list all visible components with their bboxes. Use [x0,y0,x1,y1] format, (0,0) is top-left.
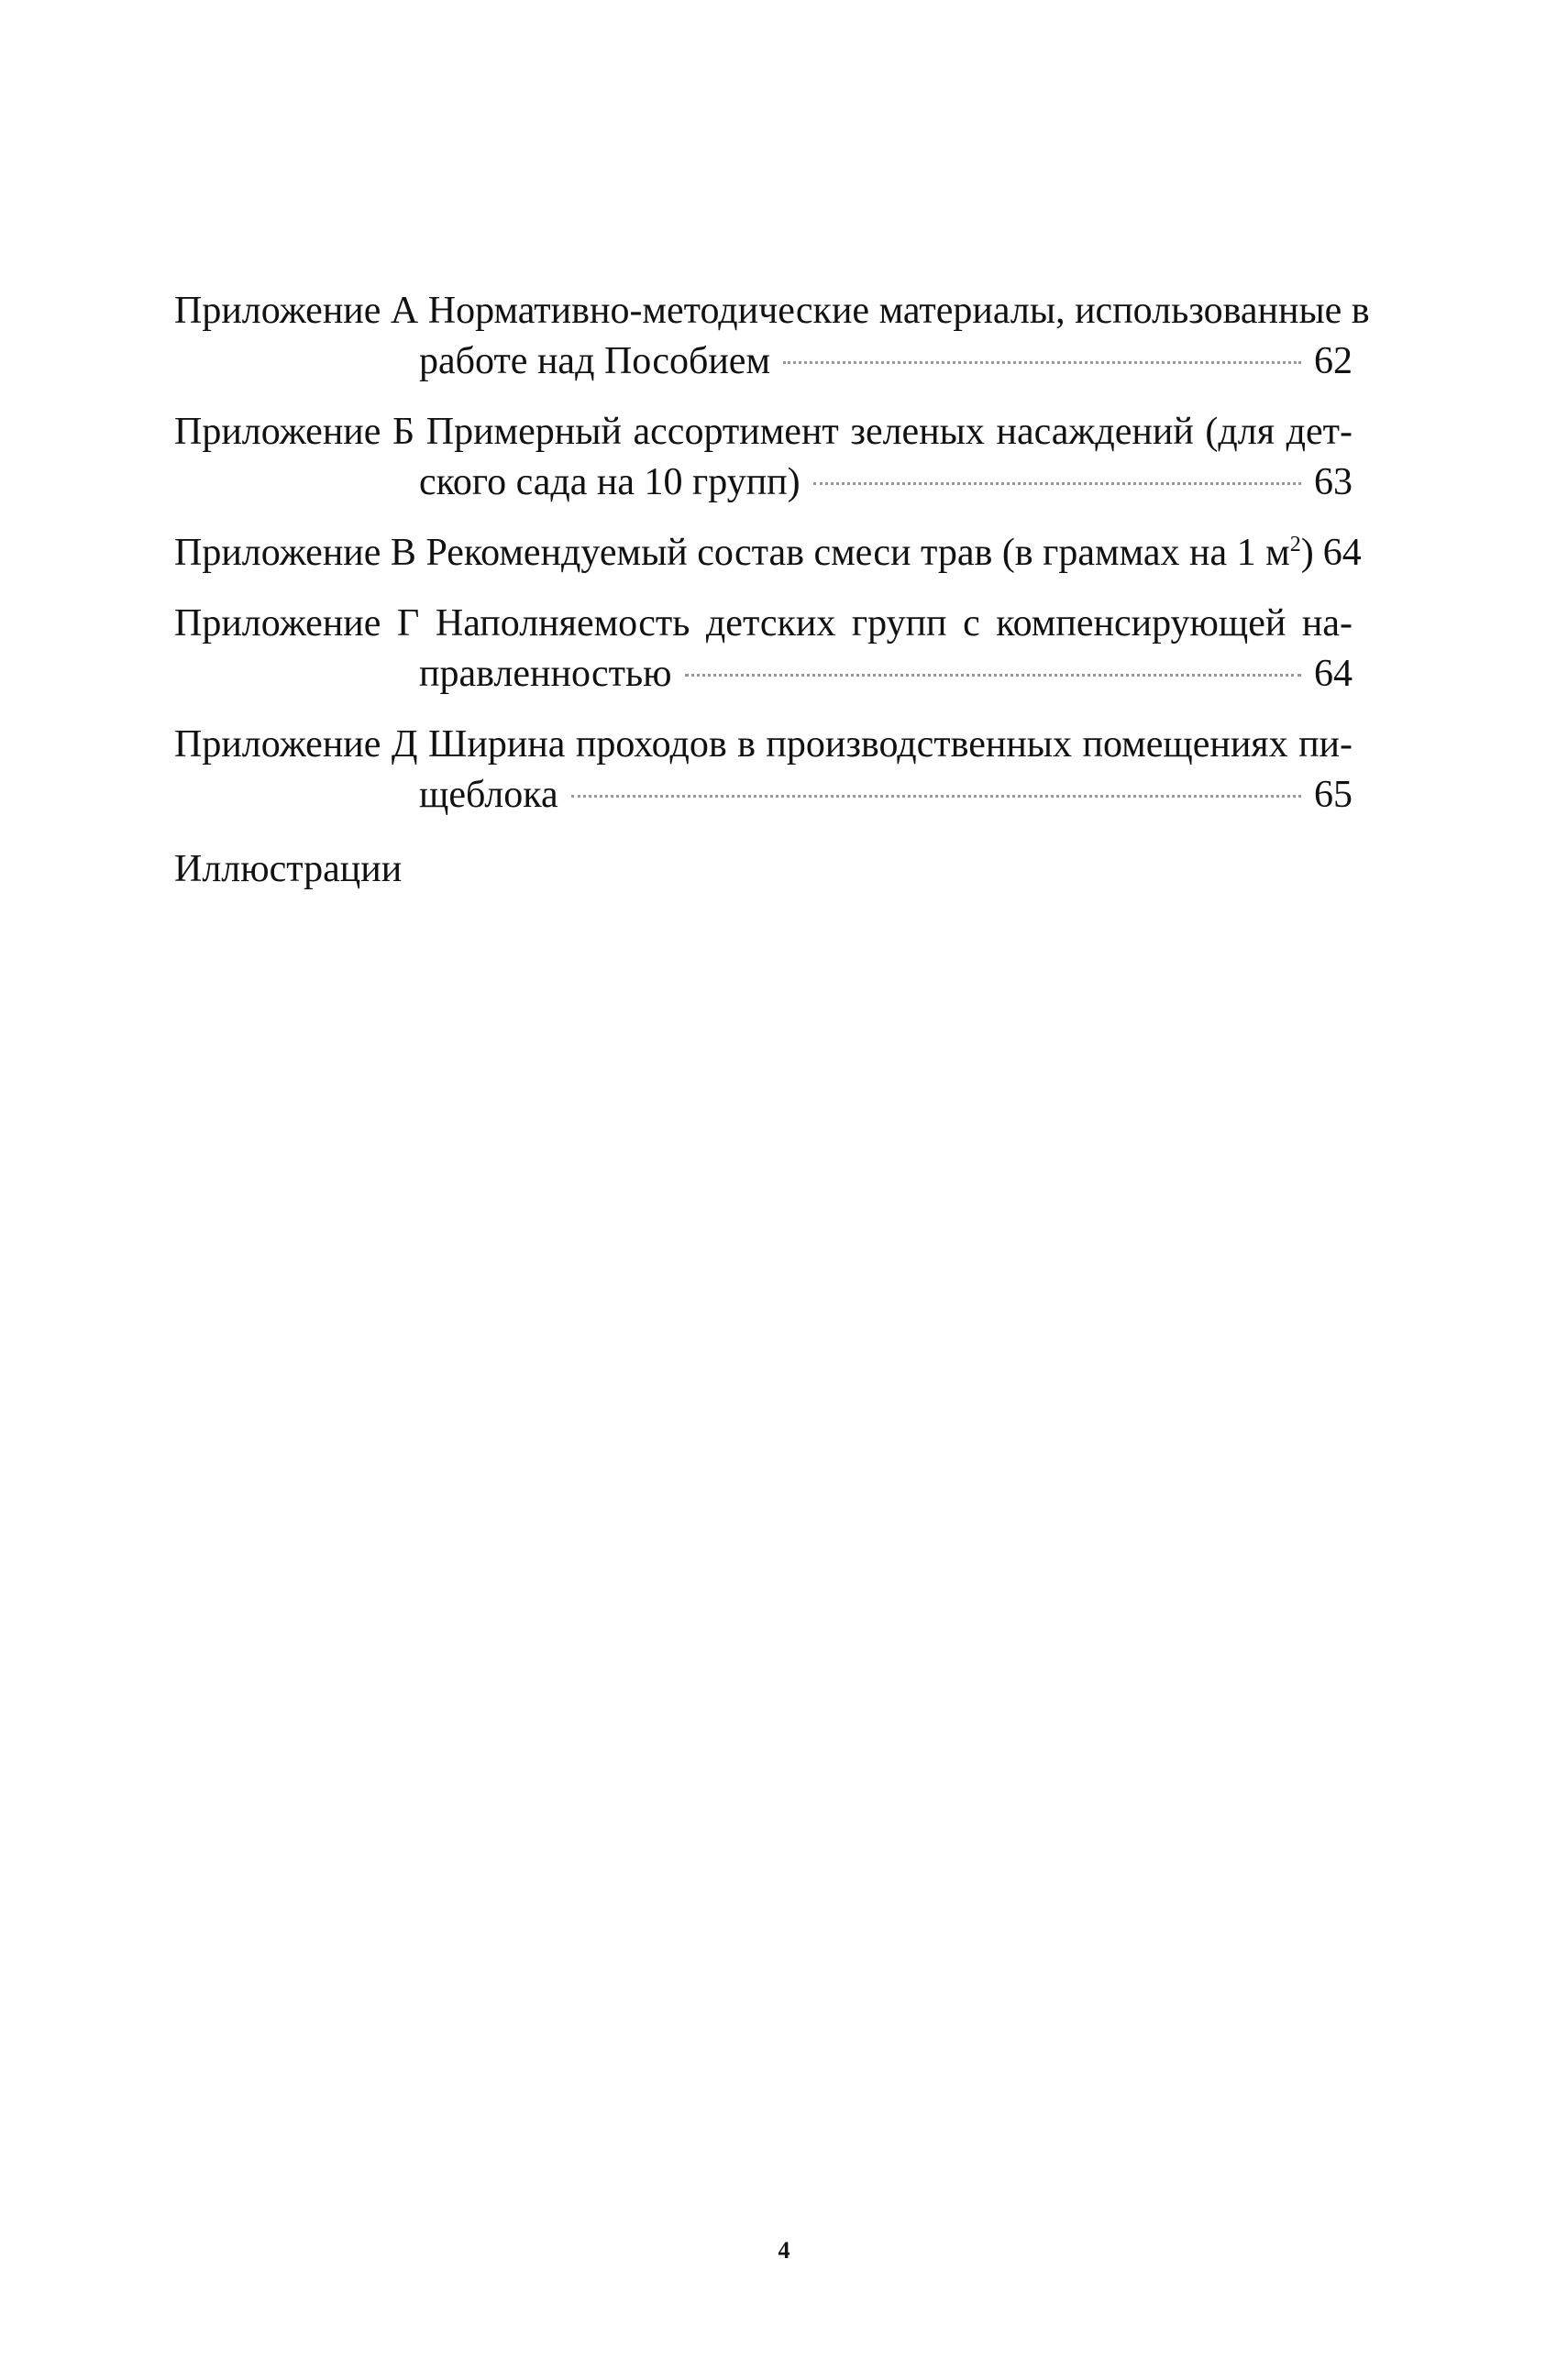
superscript-exponent: 2 [1289,533,1301,556]
toc-entry-label: Приложение Г [174,602,420,645]
toc-entry-page-number: 64 [1322,532,1362,574]
toc-entry-first-line [174,528,1362,578]
toc-entry-title-continuation: работе над Пособием [419,340,771,382]
toc-entry-page-number: 65 [1314,774,1353,816]
toc-entry-first-line [174,599,1353,649]
toc-entry-page-number: 63 [1314,461,1353,503]
dot-leader [685,674,1301,677]
toc-entry-second-line [174,457,1353,508]
table-of-contents [174,286,1370,895]
toc-entry-page-number: 62 [1314,340,1353,382]
dot-leader [571,795,1301,798]
toc-entry-first-line [174,286,1370,336]
toc-entry-first-line [174,407,1353,457]
page-number: 4 [778,2237,790,2264]
toc-entry-appendix-a [174,286,1370,387]
toc-entry-title: Рекомендуемый состав смеси трав (в граммах на 1 м [425,532,1290,574]
toc-entry-second-line [174,770,1353,821]
toc-entry-second-line [174,336,1353,387]
toc-entry-appendix-v [174,528,1362,578]
toc-entry-label: Приложение А [174,290,419,332]
toc-entry-title-continuation: ского сада на 10 групп) [419,461,801,503]
toc-entry-appendix-d [174,720,1353,821]
toc-entry-title: Примерный ассортимент зеленых насаждений (для дет- [425,411,1353,453]
toc-entry-label: Приложение Д [174,723,418,766]
toc-entry-title: Нормативно-методические материалы, использованные в [427,290,1370,332]
toc-entry-page-number: 64 [1314,653,1353,695]
toc-entry-label: Приложение Б [174,411,415,453]
toc-entry-title-continuation: щеблока [419,774,558,816]
toc-entry-title-close: ) [1300,532,1314,574]
toc-entry-title: Наполняемость детских групп с компенсирующей на- [435,602,1353,645]
toc-entry-second-line [174,649,1353,700]
dot-leader [813,482,1301,485]
toc-entry-title-continuation: правленностью [419,653,672,695]
toc-entry-label: Приложение В [174,532,416,574]
dot-leader [783,361,1301,364]
toc-entry-first-line [174,720,1353,770]
toc-entry-title-full [174,528,1314,578]
toc-entry-appendix-b [174,407,1353,508]
toc-entry-title: Ширина проходов в производственных помещениях пи- [427,723,1353,766]
toc-entry-illustrations: Иллюстрации [174,848,403,890]
toc-entry-appendix-g [174,599,1353,700]
